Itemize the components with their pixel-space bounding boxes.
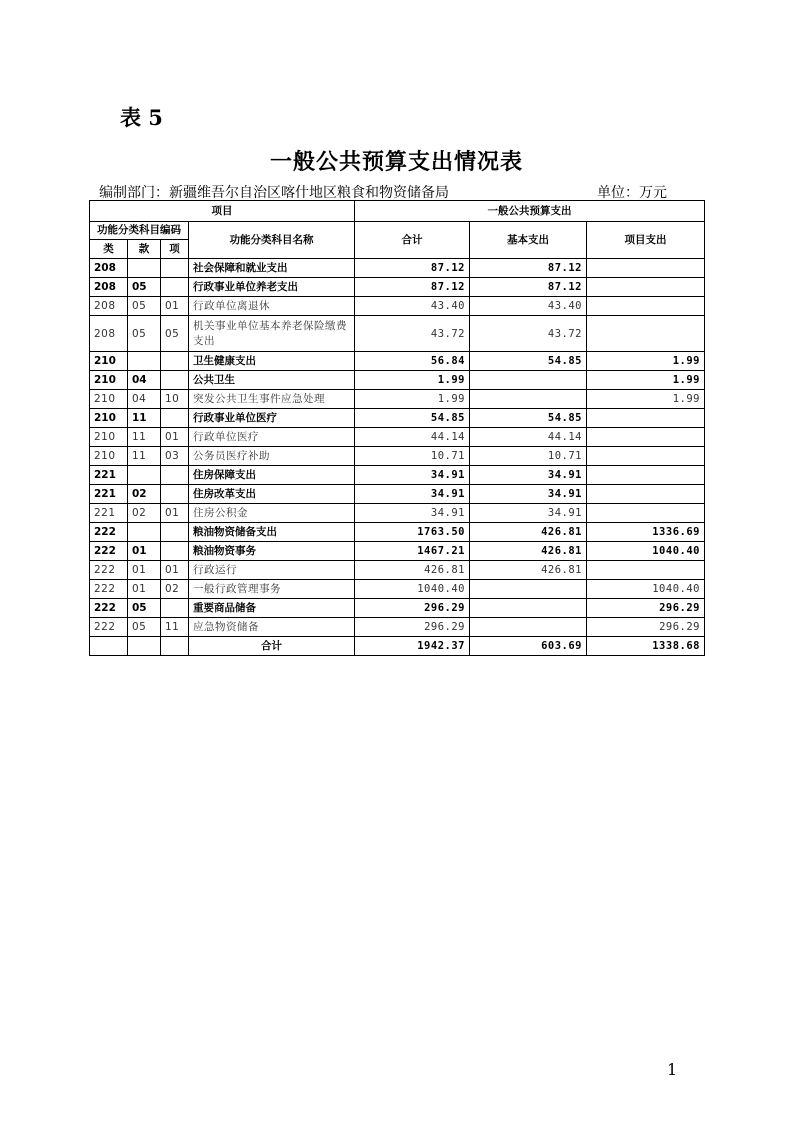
header-project: 项目支出 (587, 222, 705, 259)
page-title: 一般公共预算支出情况表 (269, 150, 523, 175)
cell-lei: 222 (90, 618, 128, 637)
cell-xiang: 01 (161, 428, 189, 447)
cell-kuan: 05 (128, 316, 161, 352)
cell-xiang: 11 (161, 618, 189, 637)
cell-project (587, 297, 705, 316)
cell-xiang: 03 (161, 447, 189, 466)
cell-lei: 210 (90, 352, 128, 371)
cell-kuan: 01 (128, 542, 161, 561)
cell-basic (470, 599, 587, 618)
cell-kuan: 11 (128, 409, 161, 428)
cell-lei: 208 (90, 316, 128, 352)
header-basic: 基本支出 (470, 222, 587, 259)
cell-total: 44.14 (355, 428, 470, 447)
cell-total: 34.91 (355, 504, 470, 523)
cell-xiang: 01 (161, 561, 189, 580)
cell-project (587, 259, 705, 278)
cell-kuan: 05 (128, 618, 161, 637)
cell-basic: 44.14 (470, 428, 587, 447)
cell-total: 1.99 (355, 371, 470, 390)
cell-project (587, 561, 705, 580)
cell-xiang: 10 (161, 390, 189, 409)
cell-basic (470, 618, 587, 637)
budget-table (89, 200, 705, 656)
unit-label: 单位：万元 (597, 185, 667, 201)
cell-total: 87.12 (355, 278, 470, 297)
table-row (90, 542, 705, 561)
header-budget: 一般公共预算支出 (355, 201, 705, 222)
cell-lei: 210 (90, 447, 128, 466)
cell-kuan (128, 523, 161, 542)
total-row (90, 637, 705, 656)
cell-total: 56.84 (355, 352, 470, 371)
table-row (90, 561, 705, 580)
cell-name: 公共卫生 (189, 371, 355, 390)
cell-xiang (161, 278, 189, 297)
table-row (90, 409, 705, 428)
cell-kuan (128, 352, 161, 371)
cell-project (587, 485, 705, 504)
cell-basic: 34.91 (470, 466, 587, 485)
cell-basic: 87.12 (470, 259, 587, 278)
cell-project: 1336.69 (587, 523, 705, 542)
cell-kuan (128, 466, 161, 485)
cell-kuan: 05 (128, 599, 161, 618)
cell-xiang (161, 523, 189, 542)
cell-basic: 54.85 (470, 352, 587, 371)
table-row (90, 599, 705, 618)
cell-total: 426.81 (355, 561, 470, 580)
total-project: 1338.68 (587, 637, 705, 656)
cell-name: 行政运行 (189, 561, 355, 580)
table-row (90, 428, 705, 447)
cell-name: 突发公共卫生事件应急处理 (189, 390, 355, 409)
cell-lei: 222 (90, 542, 128, 561)
cell-xiang: 02 (161, 580, 189, 599)
cell-kuan: 02 (128, 504, 161, 523)
cell-name: 住房公积金 (189, 504, 355, 523)
cell-name: 住房改革支出 (189, 485, 355, 504)
cell-basic (470, 371, 587, 390)
cell-xiang: 01 (161, 297, 189, 316)
cell-lei: 210 (90, 371, 128, 390)
cell-name: 住房保障支出 (189, 466, 355, 485)
table-row (90, 316, 705, 352)
cell-project (587, 447, 705, 466)
cell-lei: 221 (90, 466, 128, 485)
cell-name: 公务员医疗补助 (189, 447, 355, 466)
table-row (90, 618, 705, 637)
cell-project: 1.99 (587, 352, 705, 371)
cell-lei: 208 (90, 278, 128, 297)
header-name: 功能分类科目名称 (189, 222, 355, 259)
cell-total: 1763.50 (355, 523, 470, 542)
cell-name: 行政事业单位养老支出 (189, 278, 355, 297)
cell-project (587, 428, 705, 447)
cell-basic: 10.71 (470, 447, 587, 466)
cell-basic: 54.85 (470, 409, 587, 428)
header-total: 合计 (355, 222, 470, 259)
cell-total: 296.29 (355, 618, 470, 637)
cell-total: 34.91 (355, 466, 470, 485)
table-row (90, 371, 705, 390)
cell-lei: 222 (90, 523, 128, 542)
cell-project: 1.99 (587, 390, 705, 409)
cell-lei: 221 (90, 485, 128, 504)
cell-project: 1.99 (587, 371, 705, 390)
table-row (90, 390, 705, 409)
cell-project: 1040.40 (587, 542, 705, 561)
cell-lei: 210 (90, 390, 128, 409)
cell-kuan: 01 (128, 561, 161, 580)
table-row (90, 259, 705, 278)
cell-kuan: 05 (128, 297, 161, 316)
cell-lei: 210 (90, 428, 128, 447)
cell-project (587, 466, 705, 485)
cell-kuan: 04 (128, 390, 161, 409)
cell-kuan: 02 (128, 485, 161, 504)
cell-xiang: 05 (161, 316, 189, 352)
cell-total: 34.91 (355, 485, 470, 504)
table-row (90, 523, 705, 542)
cell-total: 87.12 (355, 259, 470, 278)
cell-basic: 87.12 (470, 278, 587, 297)
table-label: 表 5 (120, 105, 163, 130)
cell-basic (470, 390, 587, 409)
header-kuan: 款 (128, 240, 161, 259)
cell-kuan (128, 259, 161, 278)
cell-kuan: 11 (128, 428, 161, 447)
table-row (90, 485, 705, 504)
cell-basic: 426.81 (470, 561, 587, 580)
total-empty-cell (161, 637, 189, 656)
cell-name: 重要商品储备 (189, 599, 355, 618)
cell-kuan: 05 (128, 278, 161, 297)
cell-kuan: 01 (128, 580, 161, 599)
cell-lei: 222 (90, 561, 128, 580)
cell-lei: 210 (90, 409, 128, 428)
cell-name: 卫生健康支出 (189, 352, 355, 371)
header-code: 功能分类科目编码 (90, 222, 189, 240)
cell-project: 1040.40 (587, 580, 705, 599)
cell-kuan: 11 (128, 447, 161, 466)
cell-xiang (161, 485, 189, 504)
table-row (90, 447, 705, 466)
department-label: 编制部门：新疆维吾尔自治区喀什地区粮食和物资储备局 (99, 185, 449, 201)
cell-project (587, 316, 705, 352)
cell-xiang (161, 542, 189, 561)
table-row (90, 278, 705, 297)
cell-basic: 34.91 (470, 485, 587, 504)
cell-xiang: 01 (161, 504, 189, 523)
header-item: 项目 (90, 201, 355, 222)
cell-total: 1.99 (355, 390, 470, 409)
cell-basic: 43.40 (470, 297, 587, 316)
table-row (90, 297, 705, 316)
cell-kuan: 04 (128, 371, 161, 390)
cell-total: 1040.40 (355, 580, 470, 599)
cell-total: 43.40 (355, 297, 470, 316)
cell-lei: 222 (90, 599, 128, 618)
cell-total: 10.71 (355, 447, 470, 466)
total-empty-cell (90, 637, 128, 656)
header-xiang: 项 (161, 240, 189, 259)
cell-project: 296.29 (587, 618, 705, 637)
cell-basic: 43.72 (470, 316, 587, 352)
cell-lei: 222 (90, 580, 128, 599)
cell-name: 一般行政管理事务 (189, 580, 355, 599)
cell-name: 粮油物资事务 (189, 542, 355, 561)
cell-project: 296.29 (587, 599, 705, 618)
cell-name: 机关事业单位基本养老保险缴费支出 (189, 316, 355, 352)
cell-xiang (161, 259, 189, 278)
cell-total: 43.72 (355, 316, 470, 352)
cell-lei: 221 (90, 504, 128, 523)
table-row (90, 466, 705, 485)
total-basic: 603.69 (470, 637, 587, 656)
cell-name: 行政事业单位医疗 (189, 409, 355, 428)
cell-basic: 34.91 (470, 504, 587, 523)
cell-xiang (161, 599, 189, 618)
cell-xiang (161, 371, 189, 390)
table-row (90, 504, 705, 523)
cell-project (587, 504, 705, 523)
cell-lei: 208 (90, 297, 128, 316)
cell-basic (470, 580, 587, 599)
total-total: 1942.37 (355, 637, 470, 656)
cell-basic: 426.81 (470, 542, 587, 561)
cell-name: 行政单位医疗 (189, 428, 355, 447)
table-row (90, 352, 705, 371)
header-lei: 类 (90, 240, 128, 259)
cell-project (587, 278, 705, 297)
cell-name: 社会保障和就业支出 (189, 259, 355, 278)
cell-name: 应急物资储备 (189, 618, 355, 637)
cell-name: 粮油物资储备支出 (189, 523, 355, 542)
total-label: 合计 (189, 637, 355, 656)
cell-lei: 208 (90, 259, 128, 278)
cell-total: 54.85 (355, 409, 470, 428)
cell-project (587, 409, 705, 428)
cell-xiang (161, 466, 189, 485)
cell-total: 296.29 (355, 599, 470, 618)
page-number: 1 (667, 1060, 678, 1079)
cell-xiang (161, 409, 189, 428)
cell-total: 1467.21 (355, 542, 470, 561)
cell-xiang (161, 352, 189, 371)
table-body (90, 259, 705, 637)
total-empty-cell (128, 637, 161, 656)
cell-name: 行政单位离退休 (189, 297, 355, 316)
table-row (90, 580, 705, 599)
cell-basic: 426.81 (470, 523, 587, 542)
